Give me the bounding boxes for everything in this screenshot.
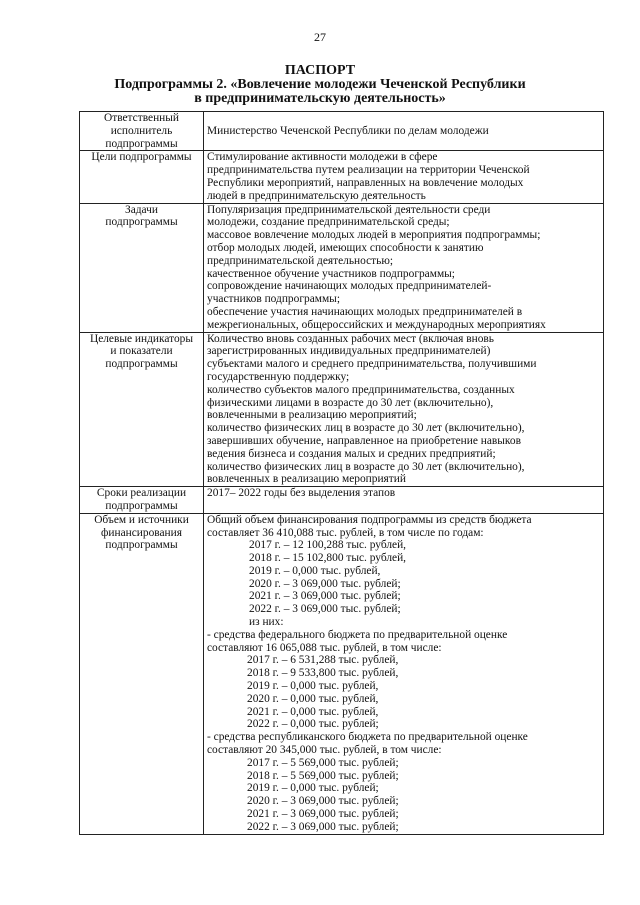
row-timeline: [80, 487, 604, 514]
value-line: качественное обучение участников подпрограммы;: [207, 267, 455, 280]
value-line: Популяризация предпринимательской деятельности среди: [207, 203, 491, 216]
value-line: Республики мероприятий, направленных на вовлечение молодых: [207, 176, 524, 189]
value-line: - средства республиканского бюджета по предварительной оценке: [207, 731, 528, 744]
year-line: 2019 г. – 0,000 тыс. рублей,: [249, 564, 381, 577]
title-line-3: в предпринимательскую деятельность»: [194, 91, 446, 106]
value-line: количество субъектов малого предпринимательства, созданных: [207, 383, 515, 396]
value-line: молодежи, создание предпринимательской среды;: [207, 216, 450, 229]
year-line: 2018 г. – 5 569,000 тыс. рублей;: [247, 769, 399, 782]
page-number: 27: [314, 30, 326, 44]
year-line: 2019 г. – 0,000 тыс. рублей,: [247, 680, 379, 693]
row-funding: [80, 513, 604, 834]
year-line: 2017 г. – 12 100,288 тыс. рублей,: [249, 539, 407, 552]
document-title: [0, 64, 640, 106]
label-line: исполнитель: [110, 124, 173, 137]
value-line: вовлеченными в реализацию мероприятий;: [207, 409, 417, 422]
funding-value: [204, 513, 604, 834]
label-line: подпрограммы: [105, 539, 178, 552]
value-line: из них:: [249, 616, 284, 629]
label-line: Ответственный: [103, 112, 180, 124]
executor-label: [80, 112, 204, 151]
value-line: предпринимательства путем реализации на территории Чеченской: [207, 164, 530, 177]
timeline-label: [80, 487, 204, 514]
year-line: 2021 г. – 0,000 тыс. рублей,: [247, 705, 379, 718]
value-line: межрегиональных, общероссийских и международных мероприятиях: [207, 318, 546, 331]
passport-table: [79, 111, 604, 835]
value-line: людей в предпринимательскую деятельность: [207, 189, 426, 202]
year-line: 2019 г. – 0,000 тыс. рублей;: [247, 782, 379, 795]
label-line: подпрограммы: [105, 499, 178, 512]
goals-label: [80, 151, 204, 203]
row-executor: [80, 112, 604, 151]
title-line-2: Подпрограммы 2. «Вовлечение молодежи Чеченской Республики: [114, 77, 526, 92]
value-line: составляют 20 345,000 тыс. рублей, в том числе:: [207, 744, 442, 757]
value-line: обеспечение участия начинающих молодых предпринимателей в: [207, 305, 523, 318]
tasks-label: [80, 203, 204, 332]
year-line: 2018 г. – 9 533,800 тыс. рублей,: [247, 667, 399, 680]
value-line: предпринимательской деятельностью;: [207, 254, 394, 267]
row-goals: [80, 151, 604, 203]
value-line: вовлеченных в реализацию мероприятий: [207, 473, 406, 486]
value-line: массовое вовлечение молодых людей в мероприятия подпрограммы;: [207, 229, 541, 242]
tasks-value: [204, 203, 604, 332]
row-tasks: [80, 203, 604, 332]
value-line: сопровождение начинающих молодых предпринимателей-: [207, 280, 492, 293]
value-line: государственную поддержку;: [207, 370, 350, 383]
label-line: Задачи: [125, 203, 158, 216]
title-line-1: ПАСПОРТ: [284, 63, 356, 78]
value-line: - средства федерального бюджета по предварительной оценке: [207, 628, 508, 641]
year-line: 2022 г. – 3 069,000 тыс. рублей;: [249, 603, 401, 616]
year-line: 2021 г. – 3 069,000 тыс. рублей;: [247, 808, 399, 821]
year-line: 2018 г. – 15 102,800 тыс. рублей,: [249, 552, 407, 565]
year-line: 2017 г. – 6 531,288 тыс. рублей,: [247, 654, 399, 667]
indicators-label: [80, 332, 204, 487]
value-line: количество физических лиц в возрасте до 30 лет (включительно),: [207, 422, 525, 435]
executor-value: [204, 112, 604, 151]
row-indicators: [80, 332, 604, 487]
year-line: 2020 г. – 3 069,000 тыс. рублей;: [249, 577, 401, 590]
year-line: 2021 г. – 3 069,000 тыс. рублей;: [249, 590, 401, 603]
value-line: отбор молодых людей, имеющих способности к занятию: [207, 241, 484, 254]
value-line: Министерство Чеченской Республики по делам молодежи: [207, 124, 489, 137]
label-line: подпрограммы: [105, 358, 178, 371]
value-line: участников подпрограммы;: [207, 293, 340, 306]
label-line: подпрограммы: [105, 137, 178, 150]
year-line: 2020 г. – 0,000 тыс. рублей,: [247, 692, 379, 705]
funding-label: [80, 513, 204, 834]
label-line: подпрограммы: [105, 216, 178, 229]
label-line: Объем и источники: [94, 513, 189, 526]
value-line: Стимулирование активности молодежи в сфере: [207, 151, 438, 164]
indicators-value: [204, 332, 604, 487]
value-line: ведения бизнеса и создания малых и средних предприятий;: [207, 447, 496, 460]
label-line: и показатели: [110, 345, 173, 358]
value-line: завершивших обучение, направленное на приобретение навыков: [207, 434, 521, 447]
label-line: Целевые индикаторы: [89, 332, 194, 345]
timeline-value: [204, 487, 604, 514]
value-line: зарегистрированных индивидуальных предпринимателей): [207, 345, 491, 358]
goals-value: [204, 151, 604, 203]
year-line: 2022 г. – 0,000 тыс. рублей;: [247, 718, 379, 731]
value-line: составляет 36 410,088 тыс. рублей, в том числе по годам:: [207, 526, 484, 539]
year-line: 2017 г. – 5 569,000 тыс. рублей;: [247, 756, 399, 769]
value-line: физическими лицами в возрасте до 30 лет (включительно),: [207, 396, 494, 409]
year-line: 2022 г. – 3 069,000 тыс. рублей;: [247, 820, 399, 833]
value-line: субъектами малого и среднего предпринимательства, получившими: [207, 358, 537, 371]
label-line: Сроки реализации: [96, 487, 187, 500]
label-line: финансирования: [101, 526, 182, 539]
value-line: Общий объем финансирования подпрограммы из средств бюджета: [207, 513, 532, 526]
label-line: Цели подпрограммы: [91, 151, 192, 164]
value-line: количество физических лиц в возрасте до 30 лет (включительно),: [207, 460, 525, 473]
value-line: Количество вновь созданных рабочих мест (включая вновь: [207, 332, 494, 345]
year-line: 2020 г. – 3 069,000 тыс. рублей;: [247, 795, 399, 808]
value-line: 2017– 2022 годы без выделения этапов: [207, 487, 396, 500]
value-line: составляют 16 065,088 тыс. рублей, в том числе:: [207, 641, 442, 654]
